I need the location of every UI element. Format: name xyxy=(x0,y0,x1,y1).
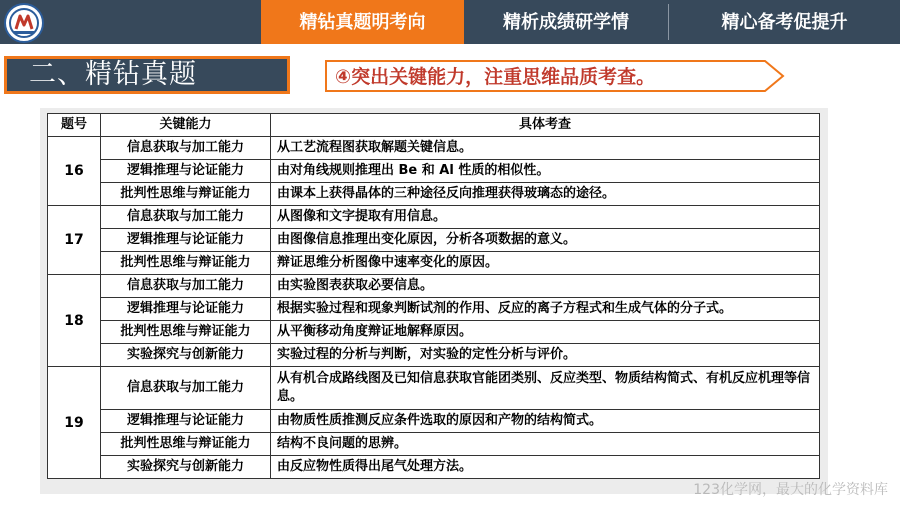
table-row xyxy=(48,252,820,275)
header-question-number: 题号 xyxy=(48,114,101,137)
content-cell: 从工艺流程图获取解题关键信息。 xyxy=(271,137,820,160)
section-subtitle: ④突出关键能力，注重思维品质考查。 xyxy=(335,66,656,88)
table-row xyxy=(48,456,820,479)
ability-cell: 信息获取与加工能力 xyxy=(101,137,271,160)
content-cell: 从有机合成路线图及已知信息获取官能团类别、反应类型、物质结构简式、有机反应机理等信息。 xyxy=(271,367,820,410)
content-cell: 从图像和文字提取有用信息。 xyxy=(271,206,820,229)
table-row xyxy=(48,160,820,183)
question-number-cell: 16 xyxy=(48,137,101,206)
ability-cell: 批判性思维与辩证能力 xyxy=(101,183,271,206)
ability-cell: 信息获取与加工能力 xyxy=(101,367,271,410)
footer-watermark-text: 123化学网，最大的化学资料库 xyxy=(693,482,888,498)
ability-cell: 逻辑推理与论证能力 xyxy=(101,160,271,183)
table-row xyxy=(48,183,820,206)
table-row xyxy=(48,206,820,229)
ability-cell: 批判性思维与辩证能力 xyxy=(101,321,271,344)
table-header-row xyxy=(48,114,820,137)
school-logo xyxy=(4,3,44,43)
ability-cell: 信息获取与加工能力 xyxy=(101,206,271,229)
ability-cell: 逻辑推理与论证能力 xyxy=(101,410,271,433)
header-key-ability: 关键能力 xyxy=(101,114,271,137)
ability-cell: 逻辑推理与论证能力 xyxy=(101,229,271,252)
ability-cell: 实验探究与创新能力 xyxy=(101,456,271,479)
table-row xyxy=(48,137,820,160)
nav-tab-exam-preparation[interactable]: 精心备考促提升 xyxy=(721,12,848,33)
subtitle-banner xyxy=(325,60,785,92)
ability-table-panel xyxy=(40,108,828,494)
content-cell: 实验过程的分析与判断，对实验的定性分析与评价。 xyxy=(271,344,820,367)
table-row xyxy=(48,229,820,252)
content-cell: 从平衡移动角度辩证地解释原因。 xyxy=(271,321,820,344)
content-cell: 结构不良问题的思辨。 xyxy=(271,433,820,456)
content-cell: 由对角线规则推理出 Be 和 Al 性质的相似性。 xyxy=(271,160,820,183)
nav-tab-exam-questions[interactable]: 精钻真题明考向 xyxy=(261,0,464,44)
ability-cell: 逻辑推理与论证能力 xyxy=(101,298,271,321)
header-specific-content: 具体考查 xyxy=(271,114,820,137)
question-number-cell: 17 xyxy=(48,206,101,275)
table-row xyxy=(48,321,820,344)
content-cell: 由课本上获得晶体的三种途径反向推理获得玻璃态的途径。 xyxy=(271,183,820,206)
table-row xyxy=(48,410,820,433)
content-cell: 由图像信息推理出变化原因，分析各项数据的意义。 xyxy=(271,229,820,252)
table-row xyxy=(48,367,820,410)
content-cell: 根据实验过程和现象判断试剂的作用、反应的离子方程式和生成气体的分子式。 xyxy=(271,298,820,321)
question-number-cell: 18 xyxy=(48,275,101,367)
ability-cell: 批判性思维与辩证能力 xyxy=(101,433,271,456)
content-cell: 由实验图表获取必要信息。 xyxy=(271,275,820,298)
section-title: 二、精钻真题 xyxy=(4,56,290,94)
content-cell: 由物质性质推测反应条件选取的原因和产物的结构简式。 xyxy=(271,410,820,433)
ability-cell: 实验探究与创新能力 xyxy=(101,344,271,367)
ability-table xyxy=(47,113,820,479)
question-number-cell: 19 xyxy=(48,367,101,479)
content-cell: 由反应物性质得出尾气处理方法。 xyxy=(271,456,820,479)
content-cell: 辩证思维分析图像中速率变化的原因。 xyxy=(271,252,820,275)
table-row xyxy=(48,275,820,298)
ability-cell: 信息获取与加工能力 xyxy=(101,275,271,298)
ability-cell: 批判性思维与辩证能力 xyxy=(101,252,271,275)
top-nav-bar xyxy=(0,0,900,44)
table-row xyxy=(48,298,820,321)
nav-tab-score-analysis[interactable]: 精析成绩研学情 xyxy=(503,12,629,33)
table-row xyxy=(48,433,820,456)
table-row xyxy=(48,344,820,367)
